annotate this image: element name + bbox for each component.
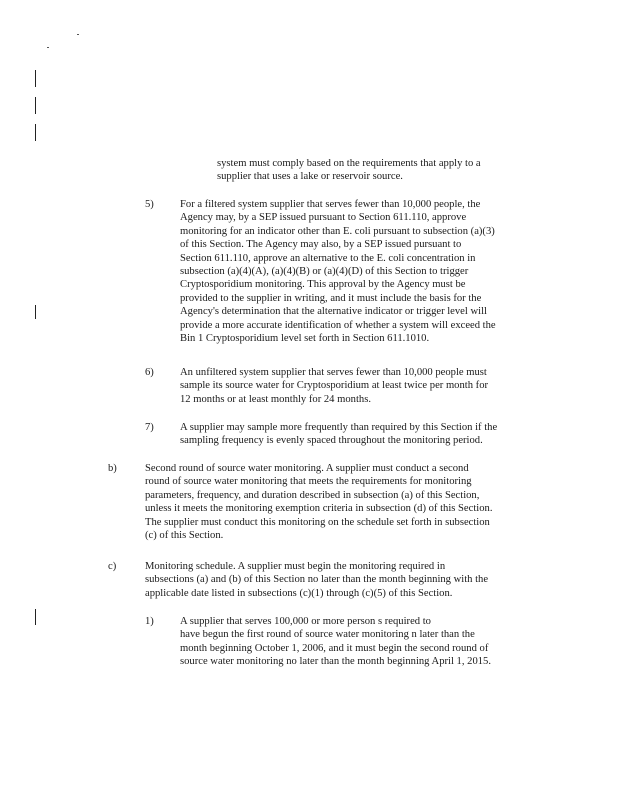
text-line: A supplier may sample more frequently than required by this Section if the <box>180 422 498 433</box>
text-line: unless it meets the monitoring exemption criteria in subsection (d) of this Section. <box>145 503 493 515</box>
text-line: Cryptosporidium monitoring. This approval by the Agency must be <box>180 279 466 291</box>
item-paragraph <box>145 462 541 542</box>
item-label: 6) <box>145 367 154 378</box>
text-line: month beginning October 1, 2006, and it must begin the second round of <box>180 642 489 654</box>
item-label: b) <box>108 463 117 474</box>
text-line: applicable date listed in subsections (c)(1) through (c)(5) of this Section. <box>145 587 453 599</box>
scan-speck <box>47 47 49 48</box>
text-line: parameters, frequency, and duration described in subsection (a) of this Section, <box>145 489 480 501</box>
text-line: round of source water monitoring that meets the requirements for monitoring <box>145 476 472 488</box>
change-bar <box>35 97 36 114</box>
text-line: of this Section. The Agency may also, by a SEP issued pursuant to <box>180 239 462 251</box>
text-line: A supplier that serves 100,000 or more person s required to <box>180 616 431 627</box>
change-bar <box>35 124 36 141</box>
text-line: Agency may, by a SEP issued pursuant to Section 611.110, approve <box>180 212 467 224</box>
text-line: sampling frequency is evenly spaced throughout the monitoring period. <box>180 435 483 447</box>
item-label: 1) <box>145 616 154 627</box>
text-line: Monitoring schedule. A supplier must begin the monitoring required in <box>145 561 446 572</box>
text-line: (c) of this Section. <box>145 530 224 542</box>
item-label: 7) <box>145 422 154 433</box>
text-line: subsection (a)(4)(A), (a)(4)(B) or (a)(4)(D) of this Section to trigger <box>180 266 469 278</box>
text-line: Second round of source water monitoring. A supplier must conduct a second <box>145 463 469 474</box>
change-bar <box>35 609 36 625</box>
item-paragraph <box>180 421 542 448</box>
text-line: For a filtered system supplier that serves fewer than 10,000 people, the <box>180 199 481 210</box>
text-line: source water monitoring no later than the month beginning April 1, 2015. <box>180 656 491 668</box>
item-paragraph <box>145 560 541 600</box>
text-line: system must comply based on the requirements that apply to a <box>217 158 481 169</box>
text-line: Bin 1 Cryptosporidium level set forth in Section 611.1010. <box>180 333 430 345</box>
text-line: The supplier must conduct this monitoring on the schedule set forth in subsection <box>145 516 490 528</box>
text-line: provided to the supplier in writing, and it must include the basis for the <box>180 292 482 304</box>
item-paragraph <box>180 198 540 345</box>
text-line: 12 months or at least monthly for 24 months. <box>180 393 371 405</box>
continuation-paragraph <box>217 157 517 184</box>
text-line: subsections (a) and (b) of this Section no later than the month beginning with the <box>145 574 489 586</box>
change-bar <box>35 70 36 87</box>
item-label: c) <box>108 561 117 572</box>
text-line: Section 611.110, approve an alternative to the E. coli concentration in <box>180 252 476 264</box>
text-line: sample its source water for Cryptosporidium at least twice per month for <box>180 380 489 392</box>
item-paragraph <box>180 366 540 406</box>
text-line: have begun the first round of source water monitoring n later than the <box>180 629 475 641</box>
text-line: provide a more accurate identification of whether a system will exceed the <box>180 319 496 331</box>
text-line: Agency's determination that the alternative indicator or trigger level will <box>180 306 487 318</box>
item-label: 5) <box>145 199 154 210</box>
scan-speck <box>77 34 79 35</box>
text-line: supplier that uses a lake or reservoir source. <box>217 171 403 183</box>
text-line: An unfiltered system supplier that serves fewer than 10,000 people must <box>180 367 487 378</box>
item-paragraph <box>180 615 542 669</box>
text-line: monitoring for an indicator other than E. coli pursuant to subsection (a)(3) <box>180 225 495 237</box>
change-bar <box>35 305 36 319</box>
